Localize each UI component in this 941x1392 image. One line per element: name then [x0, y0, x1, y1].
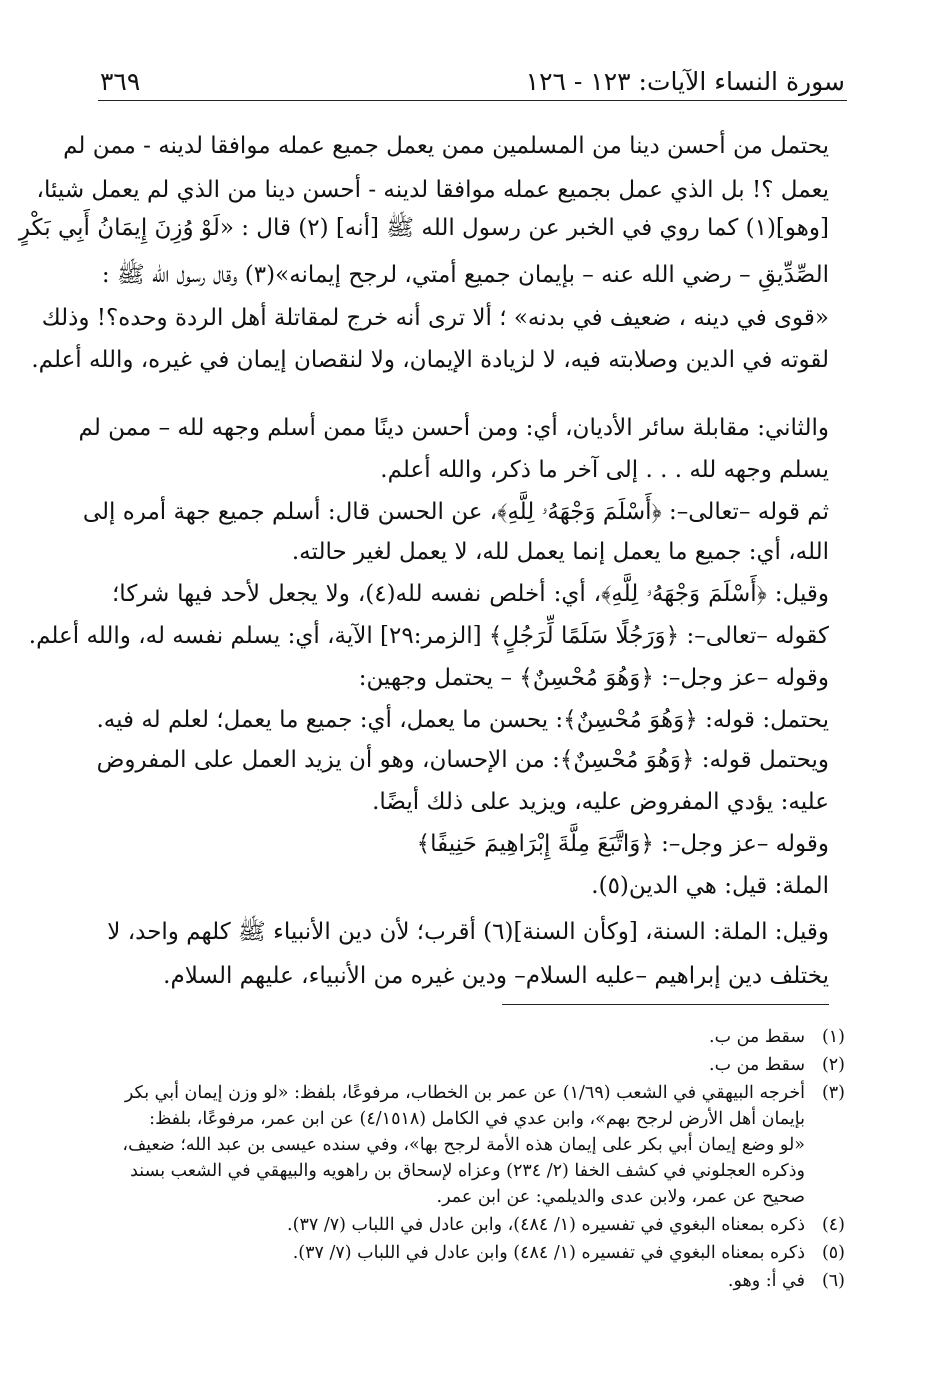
text-line: كقوله –تعالى–: ﴿وَرَجُلًا سَلَمًا لِّرَجُلٍ﴾ [الزمر:٢٩] الآية، أي: يسلم نفسه له، والله أعلم.	[28, 623, 829, 649]
footnote-rule	[502, 1004, 829, 1005]
header-rule	[98, 100, 847, 101]
footnote-text: سقط من ب.	[709, 1027, 805, 1047]
footnote-text: ذكره بمعناه البغوي في تفسيره (١/ ٤٨٤)، وابن عادل في اللباب (٧/ ٣٧).	[287, 1215, 805, 1235]
text-line: وقيل: ﴿أَسْلَمَ وَجْهَهُۥ لِلَّهِ﴾، أي: أخلص نفسه لله(٤)، ولا يجعل لأحد فيها شركا؛	[112, 581, 829, 607]
footnote-number: (٢)	[821, 1055, 845, 1075]
footnote-number: (٣)	[821, 1083, 845, 1103]
footnote	[100, 1080, 845, 1106]
footnote-text: سقط من ب.	[709, 1055, 805, 1075]
text-line: يحتمل: قوله: ﴿وَهُوَ مُحْسِنٌ﴾: يحسن ما يعمل، أي: جميع ما يعمل؛ لعلم له فيه.	[96, 707, 829, 733]
footnote-text: وذكره العجلوني في كشف الخفا (٢/ ٢٣٤) وعزاه لإسحاق بن راهويه والبيهقي في الشعب بسند	[130, 1161, 805, 1181]
footnote-number: (١)	[821, 1027, 845, 1047]
text-line: يحتمل من أحسن دينا من المسلمين ممن يعمل جميع عمله موافقا لدينه - ممن لم	[63, 133, 829, 159]
text-line: وقوله –عز وجل–: ﴿وَهُوَ مُحْسِنٌ﴾ – يحتمل وجهين:	[358, 665, 829, 691]
footnote-continuation	[100, 1158, 845, 1184]
text-line: الله، أي: جميع ما يعمل إنما يعمل لله، لا يعمل لغير حالته.	[291, 539, 829, 565]
text-line: [وهو](١) كما روي في الخبر عن رسول الله ﷺ [أنه] (٢) قال : «لَوْ وُزِنَ إِيمَانُ أَبِي بَكْرٍ	[18, 215, 829, 241]
running-title: سورة النساء الآيات: ١٢٣ - ١٢٦	[525, 67, 845, 96]
text-line: يعمل ؟! بل الذي عمل بجميع عمله موافقا لدينه - أحسن دينا من الذي لم يعمل شيئا،	[36, 177, 829, 203]
text-line: يختلف دين إبراهيم –عليه السلام– ودين غيره من الأنبياء، عليهم السلام.	[163, 963, 829, 989]
text-line: الصِّدِّيقِ – رضي الله عنه – بإيمان جميع أمتي، لرجح إيمانه»(٣) وقال رسول الله ﷺ :	[101, 262, 829, 288]
footnote-continuation	[100, 1132, 845, 1158]
text-line: عليه: يؤدي المفروض عليه، ويزيد على ذلك أيضًا.	[372, 789, 829, 815]
footnote-continuation	[100, 1184, 845, 1210]
page-header	[100, 56, 845, 96]
quran-verse-line: وقوله –عز وجل–: ﴿وَاتَّبَعَ مِلَّةَ إِبْرَاهِيمَ حَنِيفًا﴾	[416, 831, 829, 857]
text-line: يسلم وجهه لله . . . إلى آخر ما ذكر، والله أعلم.	[380, 457, 829, 483]
footnote-text: بإيمان أهل الأرض لرجح بهم»، وابن عدي في الكامل (٤/١٥١٨) عن ابن عمر، مرفوعًا، بلفظ:	[149, 1109, 805, 1129]
text-line: لقوته في الدين وصلابته فيه، لا لزيادة الإيمان، ولا لنقصان إيمان في غيره، والله أعلم.	[31, 347, 829, 373]
footnote-number: (٤)	[821, 1215, 845, 1235]
text-line: ويحتمل قوله: ﴿وَهُوَ مُحْسِنٌ﴾: من الإحسان، وهو أن يزيد العمل على المفروض	[96, 747, 829, 773]
footnote	[100, 1024, 845, 1050]
text-line: وقيل: الملة: السنة، [وكأن السنة](٦) أقرب؛ لأن دين الأنبياء ﷺ كلهم واحد، لا	[107, 919, 829, 945]
footnote	[100, 1240, 845, 1266]
footnote-number: (٦)	[821, 1271, 845, 1291]
footnote-text: في أ: وهو.	[727, 1271, 805, 1291]
text-line: ثم قوله –تعالى–: ﴿أَسْلَمَ وَجْهَهُۥ لِلَّهِ﴾، عن الحسن قال: أسلم جميع جهة أمره إلى	[82, 499, 829, 525]
footnote-number: (٥)	[821, 1243, 845, 1263]
footnote	[100, 1212, 845, 1238]
footnote	[100, 1052, 845, 1078]
text-line: والثاني: مقابلة سائر الأديان، أي: ومن أحسن دينًا ممن أسلم وجهه لله – ممن لم	[78, 415, 829, 441]
text-line: الملة: قيل: هي الدين(٥).	[591, 873, 829, 899]
footnote	[100, 1268, 845, 1294]
text-line: «قوى في دينه ، ضعيف في بدنه» ؛ ألا ترى أنه خرج لمقاتلة أهل الردة وحده؟! وذلك	[41, 305, 829, 331]
page-number: ٣٦٩	[100, 67, 141, 96]
footnote-text: صحيح عن عمر، ولابن عدى والديلمي: عن ابن عمر.	[436, 1187, 805, 1207]
footnote-text: ذكره بمعناه البغوي في تفسيره (١/ ٤٨٤) وابن عادل في اللباب (٧/ ٣٧).	[292, 1243, 805, 1263]
footnote-continuation	[100, 1106, 845, 1132]
footnote-text: «لو وضع إيمان أبي بكر على إيمان هذه الأمة لرجح بها»، وفي سنده عيسى بن عبد الله؛ ضعيف،	[122, 1135, 805, 1155]
footnote-text: أخرجه البيهقي في الشعب (١/٦٩) عن عمر بن الخطاب، مرفوعًا، بلفظ: «لو وزن إيمان أبي بكر	[124, 1083, 805, 1103]
